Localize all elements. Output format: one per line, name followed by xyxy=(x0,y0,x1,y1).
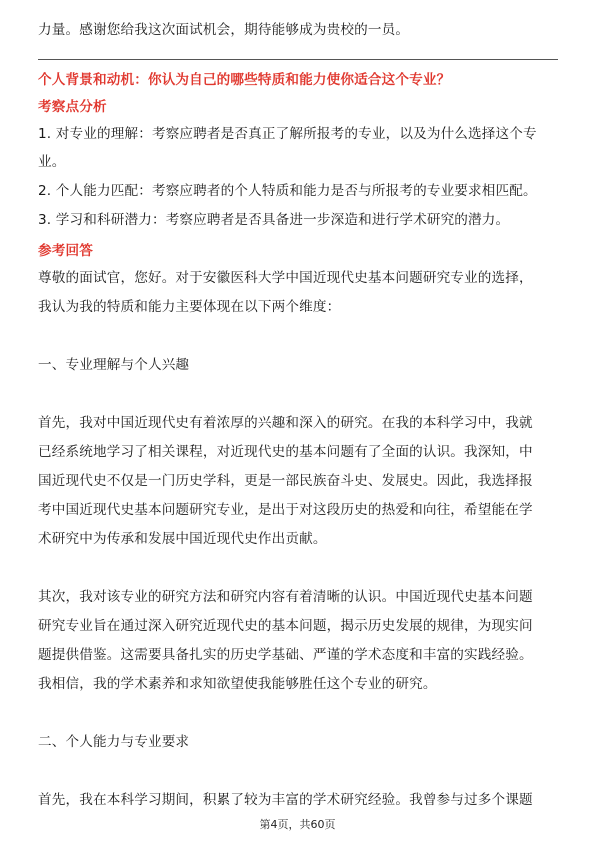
intro-line: 我认为我的特质和能力主要体现在以下两个维度： xyxy=(38,299,341,315)
analysis-line: 1. 对专业的理解：考察应聘者是否真正了解所报考的专业，以及为什么选择这个专 xyxy=(38,126,537,142)
section-divider xyxy=(38,59,558,60)
continuation-text: 力量。感谢您给我这次面试机会，期待能够成为贵校的一员。 xyxy=(38,22,410,38)
paragraph-line: 已经系统地学习了相关课程，对近现代史的基本问题有了全面的认识。我深知，中 xyxy=(38,444,533,460)
paragraph-line: 首先，我对中国近现代史有着浓厚的兴趣和深入的研究。在我的本科学习中，我就 xyxy=(38,415,533,431)
section-title: 二、个人能力与专业要求 xyxy=(38,734,190,750)
paragraph-line: 国近现代史不仅是一门历史学科，更是一部民族奋斗史、发展史。因此，我选择报 xyxy=(38,473,533,489)
analysis-line: 2. 个人能力匹配：考察应聘者的个人特质和能力是否与所报考的专业要求相匹配。 xyxy=(38,183,537,199)
analysis-heading: 考察点分析 xyxy=(38,99,107,115)
page-number: 第4页，共60页 xyxy=(259,818,336,831)
reference-heading: 参考回答 xyxy=(38,243,93,259)
analysis-line: 业。 xyxy=(38,154,66,170)
intro-line: 尊敬的面试官，您好。对于安徽医科大学中国近现代史基本问题研究专业的选择， xyxy=(38,270,533,286)
paragraph-line: 考中国近现代史基本问题研究专业，是出于对这段历史的热爱和向往，希望能在学 xyxy=(38,502,533,518)
analysis-line: 3. 学习和科研潜力：考察应聘者是否具备进一步深造和进行学术研究的潜力。 xyxy=(38,212,510,228)
paragraph-line: 我相信，我的学术素养和求知欲望使我能够胜任这个专业的研究。 xyxy=(38,676,437,692)
paragraph-line: 术研究中为传承和发展中国近现代史作出贡献。 xyxy=(38,531,327,547)
paragraph-line: 首先，我在本科学习期间，积累了较为丰富的学术研究经验。我曾参与过多个课题 xyxy=(38,792,533,808)
paragraph-line: 题提供借鉴。这需要具备扎实的历史学基础、严谨的学术态度和丰富的实践经验。 xyxy=(38,647,533,663)
question-heading: 个人背景和动机：你认为自己的哪些特质和能力使你适合这个专业？ xyxy=(38,72,451,88)
paragraph-line: 研究专业旨在通过深入研究近现代史的基本问题，揭示历史发展的规律，为现实问 xyxy=(38,618,533,634)
paragraph-line: 其次，我对该专业的研究方法和研究内容有着清晰的认识。中国近现代史基本问题 xyxy=(38,589,533,605)
section-title: 一、专业理解与个人兴趣 xyxy=(38,357,190,373)
